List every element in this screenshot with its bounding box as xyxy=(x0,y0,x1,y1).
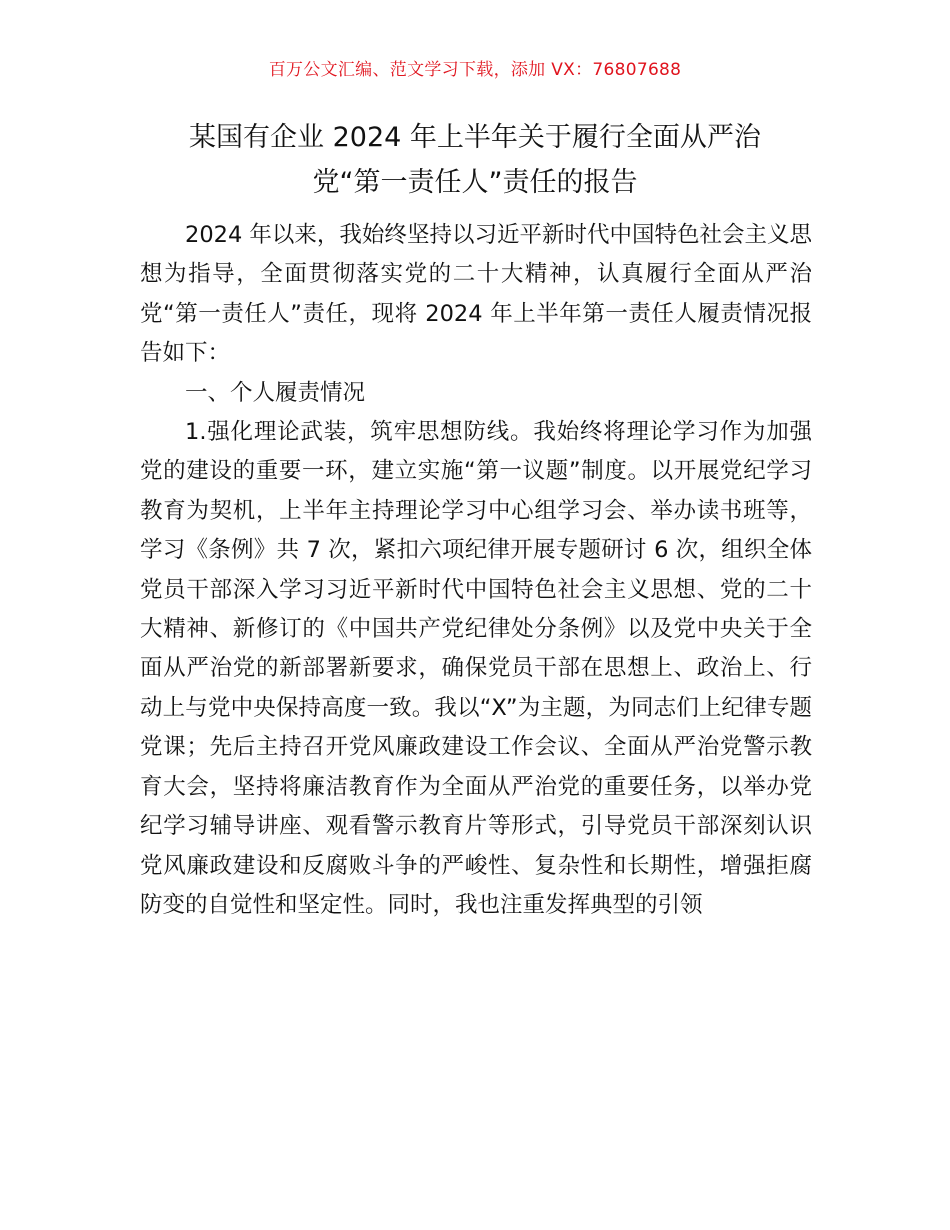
body-paragraph-1: 1.强化理论武装，筑牢思想防线。我始终将理论学习作为加强党的建设的重要一环，建立实施“第一议题”制度。以开展党纪学习教育为契机，上半年主持理论学习中心组学习会、举办读书班等，学习《条例》共 7 次，紧扣六项纪律开展专题研讨 6 次，组织全体党员干部深入学习习近平新时代中国特色社会主义思想、党的二十大精神、新修订的《中国共产党纪律处分条例》以及党中央关于全面从严治党的新部署新要求，确保党员干部在思想上、政治上、行动上与党中央保持高度一致。我以“X”为主题，为同志们上纪律专题党课；先后主持召开党风廉政建设工作会议、全面从严治党警示教育大会，坚持将廉洁教育作为全面从严治党的重要任务，以举办党纪学习辅导讲座、观看警示教育片等形式，引导党员干部深刻认识党风廉政建设和反腐败斗争的严峻性、复杂性和长期性，增强拒腐防变的自觉性和坚定性。同时，我也注重发挥典型的引领 xyxy=(140,419,812,918)
header-watermark-note: 百万公文汇编、范文学习下载，添加 VX：76807688 xyxy=(268,60,682,80)
section-heading-1: 一、个人履责情况 xyxy=(185,379,366,406)
document-title-line-2: 党“第一责任人”责任的报告 xyxy=(312,167,638,198)
document-body xyxy=(140,216,812,925)
intro-paragraph: 2024 年以来，我始终坚持以习近平新时代中国特色社会主义思想为指导，全面贯彻落实党的二十大精神，认真履行全面从严治党“第一责任人”责任，现将 2024 年上半年第一责任人履责情况报告如下： xyxy=(140,222,812,367)
document-title xyxy=(120,115,830,205)
document-title-line-1: 某国有企业 2024 年上半年关于履行全面从严治 xyxy=(189,122,761,153)
